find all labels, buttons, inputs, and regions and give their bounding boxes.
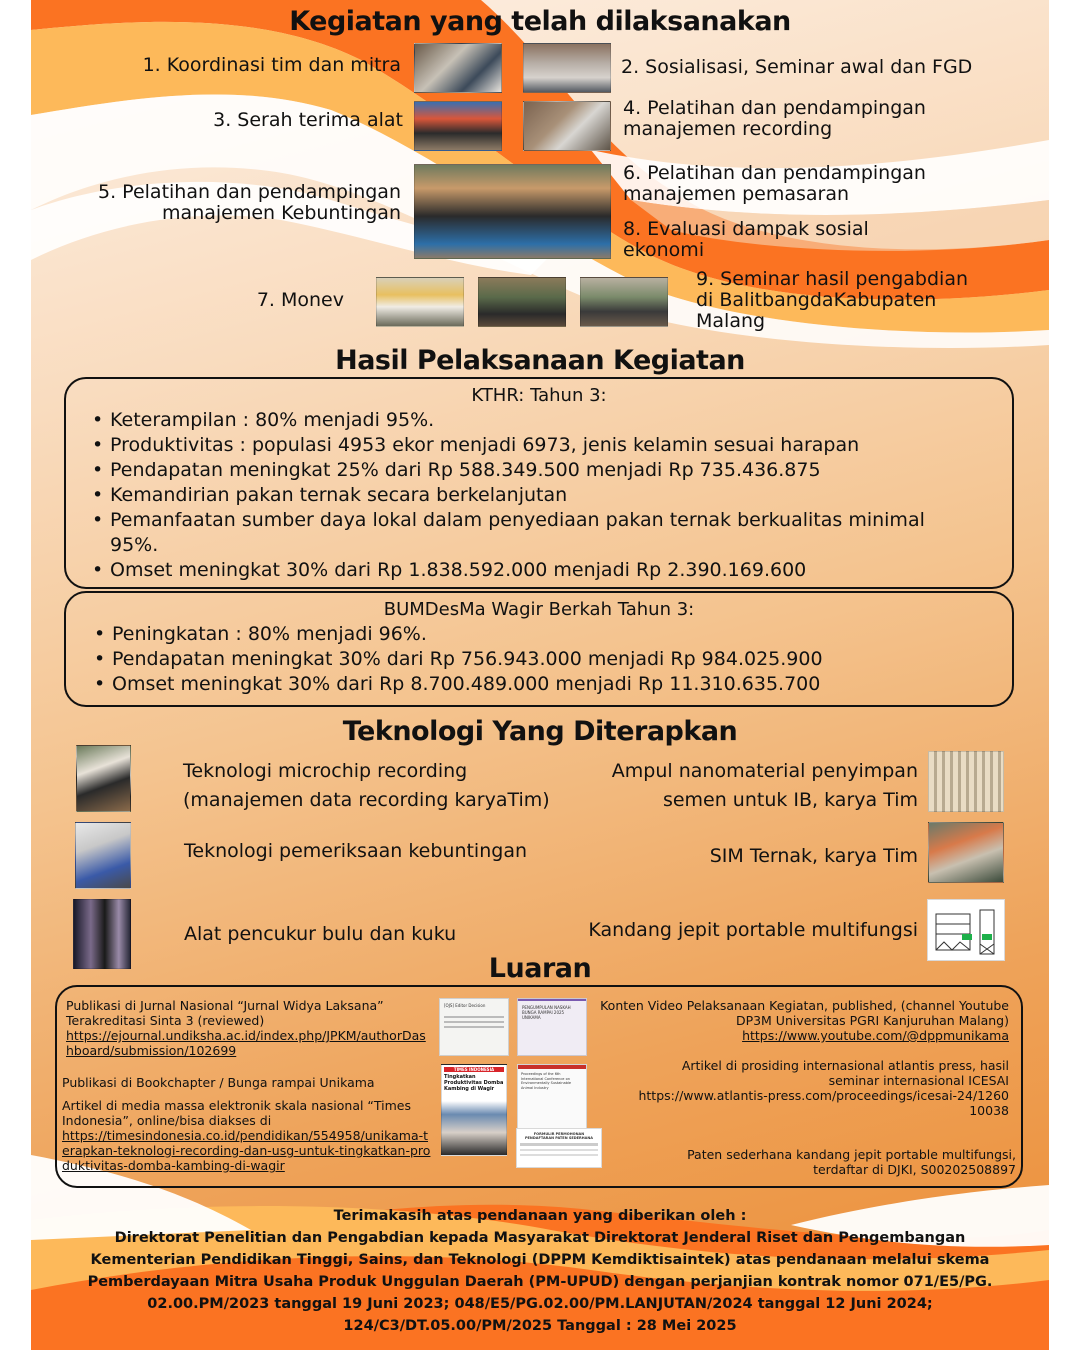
bumdes-results-box <box>64 591 1014 707</box>
recording-training-photo <box>523 101 611 151</box>
tech-ampul-line2: semen untuk IB, karya Tim <box>662 789 918 811</box>
tech-kandang-label: Kandang jepit portable multifungsi <box>588 919 918 941</box>
luaran-title: Luaran <box>488 953 592 984</box>
prosiding-text: Artikel di prosiding internasional atlantis press, hasil seminar internasional ICESAI <box>681 1058 1009 1088</box>
activity-6-line1: 6. Pelatihan dan pendampingan <box>623 162 926 184</box>
luaran-paten: Paten sederhana kandang jepit portable multifungsi, terdaftar di DJKI, S00202508897 <box>687 1147 1016 1177</box>
activity-5-label <box>51 182 401 224</box>
bumdes-heading: BUMDesMa Wagir Berkah Tahun 3: <box>383 599 695 620</box>
monev-photo-2 <box>478 277 566 327</box>
activity-4-line2: manajemen recording <box>623 118 833 140</box>
luaran-video <box>591 998 1009 1043</box>
thumbnail-brand: TIMES INDONESIA <box>444 1067 504 1072</box>
jurnal-text: Publikasi di Jurnal Nasional “Jurnal Widya Laksana” Terakreditasi Sinta 3 (reviewed) <box>66 998 384 1028</box>
monev-photo-1 <box>376 277 464 327</box>
cage-diagram-icon <box>928 900 1005 961</box>
thanks-line: Direktorat Penelitian dan Pengabdian kepada Masyarakat Direktorat Jenderal Riset dan Pengembangan <box>114 1230 966 1246</box>
kegiatan-title: Kegiatan yang telah dilaksanakan <box>289 6 791 37</box>
poster <box>31 0 1049 1350</box>
seminar-photo <box>523 43 611 93</box>
kthr-bullet: • Pendapatan meningkat 25% dari Rp 588.349.500 menjadi Rp 735.436.875 <box>90 458 970 483</box>
activity-4-line1: 4. Pelatihan dan pendampingan <box>623 97 926 119</box>
monev-photo-3 <box>580 277 668 327</box>
media-link[interactable]: https://timesindonesia.co.id/pendidikan/554958/unikama-terapkan-teknologi-recording-dan-usg-untuk-tingkatkan-produktivitas-domba-kambing-di-wagir <box>62 1128 431 1173</box>
activity-5-line1: 5. Pelatihan dan pendampingan <box>98 181 401 203</box>
activity-2-label: 2. Sosialisasi, Seminar awal dan FGD <box>621 56 973 78</box>
tech-ampul-line1: Ampul nanomaterial penyimpan <box>611 760 918 782</box>
thumbnail-caption: [OJS] Editor Decision <box>444 1003 486 1008</box>
thanks-line: Terimakasih atas pendanaan yang diberikan oleh : <box>333 1208 747 1224</box>
times-indonesia-thumbnail <box>441 1064 507 1156</box>
tech-ampul-label <box>571 757 918 815</box>
jurnal-link[interactable]: https://ejournal.undiksha.ac.id/index.php/JPKM/authorDashboard/submission/102699 <box>66 1028 426 1058</box>
thumbnail-headline: Tingkatkan Produktivitas Domba Kambing di Wagir <box>444 1074 504 1092</box>
kthr-bullet: • Keterampilan : 80% menjadi 95%. <box>90 408 970 433</box>
thanks-line: Kementerian Pendidikan Tinggi, Sains, dan Teknologi (DPPM Kemdiktisaintek) atas pendanaan melalui skema <box>90 1252 990 1268</box>
tech-shaver-label: Alat pencukur bulu dan kuku <box>184 923 457 945</box>
video-text: Konten Video Pelaksanaan Kegiatan, published, (channel Youtube DP3M Universitas PGRI Kanjuruhan Malang) <box>600 998 1009 1028</box>
kthr-bullet: • Pemanfaatan sumber daya lokal dalam penyediaan pakan ternak berkualitas minimal 95%. <box>90 508 970 558</box>
tech-sim-label: SIM Ternak, karya Tim <box>709 845 918 867</box>
activity-3-label: 3. Serah terima alat <box>213 109 403 131</box>
activity-9-line1: 9. Seminar hasil pengabdian <box>696 268 969 290</box>
kthr-bullet: • Omset meningkat 30% dari Rp 1.838.592.000 menjadi Rp 2.390.169.600 <box>90 558 970 583</box>
microchip-recording-photo <box>76 745 131 812</box>
luaran-prosiding <box>631 1058 1009 1118</box>
kthr-bullet: • Produktivitas : populasi 4953 ekor menjadi 6973, jenis kelamin sesuai harapan <box>90 433 970 458</box>
sim-ternak-photo <box>928 822 1004 883</box>
activity-9-label <box>696 269 968 332</box>
kthr-results-box <box>64 377 1014 589</box>
acknowledgement <box>31 1205 1049 1337</box>
bumdes-bullet: • Pendapatan meningkat 30% dari Rp 756.943.000 menjadi Rp 984.025.900 <box>92 647 972 672</box>
atlantis-proceedings-thumbnail <box>517 1064 587 1130</box>
editor-decision-thumbnail <box>439 998 509 1056</box>
activity-1-label: 1. Koordinasi tim dan mitra <box>142 54 401 76</box>
tech-pregnancy-label: Teknologi pemeriksaan kebuntingan <box>184 840 528 862</box>
kthr-heading: KTHR: Tahun 3: <box>471 385 607 406</box>
luaran-bookchapter: Publikasi di Bookchapter / Bunga rampai Unikama <box>62 1075 375 1090</box>
activity-7-label: 7. Monev <box>256 289 344 311</box>
tech-microchip-line1: Teknologi microchip recording <box>183 760 468 782</box>
luaran-media <box>62 1098 435 1173</box>
activity-6-label <box>623 163 926 205</box>
equipment-handover-photo <box>414 101 502 151</box>
patent-form-thumbnail <box>516 1128 602 1168</box>
group-training-photo <box>414 164 611 259</box>
pregnancy-check-photo <box>75 822 131 889</box>
activity-4-label <box>623 98 926 140</box>
activity-9-line2: di BalitbangdaKabupaten <box>696 289 937 311</box>
activity-8-line1: 8. Evaluasi dampak sosial <box>623 218 869 240</box>
bumdes-bullet-list <box>92 622 972 697</box>
thanks-line: 124/C3/DT.05.00/PM/2025 Tanggal : 28 Mei 2025 <box>343 1318 737 1334</box>
bumdes-bullet: • Omset meningkat 30% dari Rp 8.700.489.000 menjadi Rp 11.310.635.700 <box>92 672 972 697</box>
tech-microchip-label <box>183 757 550 815</box>
thumbnail-caption: PENGUMPULAN NASKAH BUNGA RAMPAI 2025 UNIKAMA <box>522 1005 571 1020</box>
ampul-photo <box>928 751 1004 812</box>
activity-9-line3: Malang <box>696 310 766 332</box>
activity-8-line2: ekonomi <box>623 239 705 261</box>
tech-microchip-line2: (manajemen data recording karyaTim) <box>183 789 550 811</box>
thumbnail-caption: FORMULIR PERMOHONAN PENDAFTARAN PATEN SEDERHANA <box>524 1132 594 1140</box>
video-link[interactable]: https://www.youtube.com/@dppmunikama <box>742 1028 1009 1043</box>
hasil-title: Hasil Pelaksanaan Kegiatan <box>335 345 745 376</box>
prosiding-link[interactable]: https://www.atlantis-press.com/proceedings/icesai-24/126010038 <box>638 1088 1009 1118</box>
kthr-bullet: • Kemandirian pakan ternak secara berkelanjutan <box>90 483 970 508</box>
activity-8-label <box>623 219 869 261</box>
kthr-bullet-list <box>90 408 970 583</box>
thumbnail-caption: Proceedings of the 6th International Conference on Environmentally Sustainable Animal Industry <box>521 1072 572 1090</box>
bunga-rampai-thumbnail <box>517 998 587 1056</box>
activity-6-line2: manajemen pemasaran <box>623 183 850 205</box>
bumdes-bullet: • Peningkatan : 80% menjadi 96%. <box>92 622 972 647</box>
thanks-line: 02.00.PM/2023 tanggal 19 Juni 2023; 048/E5/PG.02.00/PM.LANJUTAN/2024 tanggal 12 Juni 2024; <box>147 1296 933 1312</box>
team-coordination-photo <box>414 43 502 93</box>
teknologi-title: Teknologi Yang Diterapkan <box>342 716 738 747</box>
media-text: Artikel di media massa elektronik skala nasional “Times Indonesia”, online/bisa diakses di <box>62 1098 412 1128</box>
kandang-diagram <box>927 899 1005 961</box>
thanks-line: Pemberdayaan Mitra Usaha Produk Unggulan Daerah (PM-UPUD) dengan perjanjian kontrak nomor 071/E5/PG. <box>87 1274 993 1290</box>
luaran-jurnal <box>66 998 426 1058</box>
activity-5-line2: manajemen Kebuntingan <box>162 202 401 224</box>
